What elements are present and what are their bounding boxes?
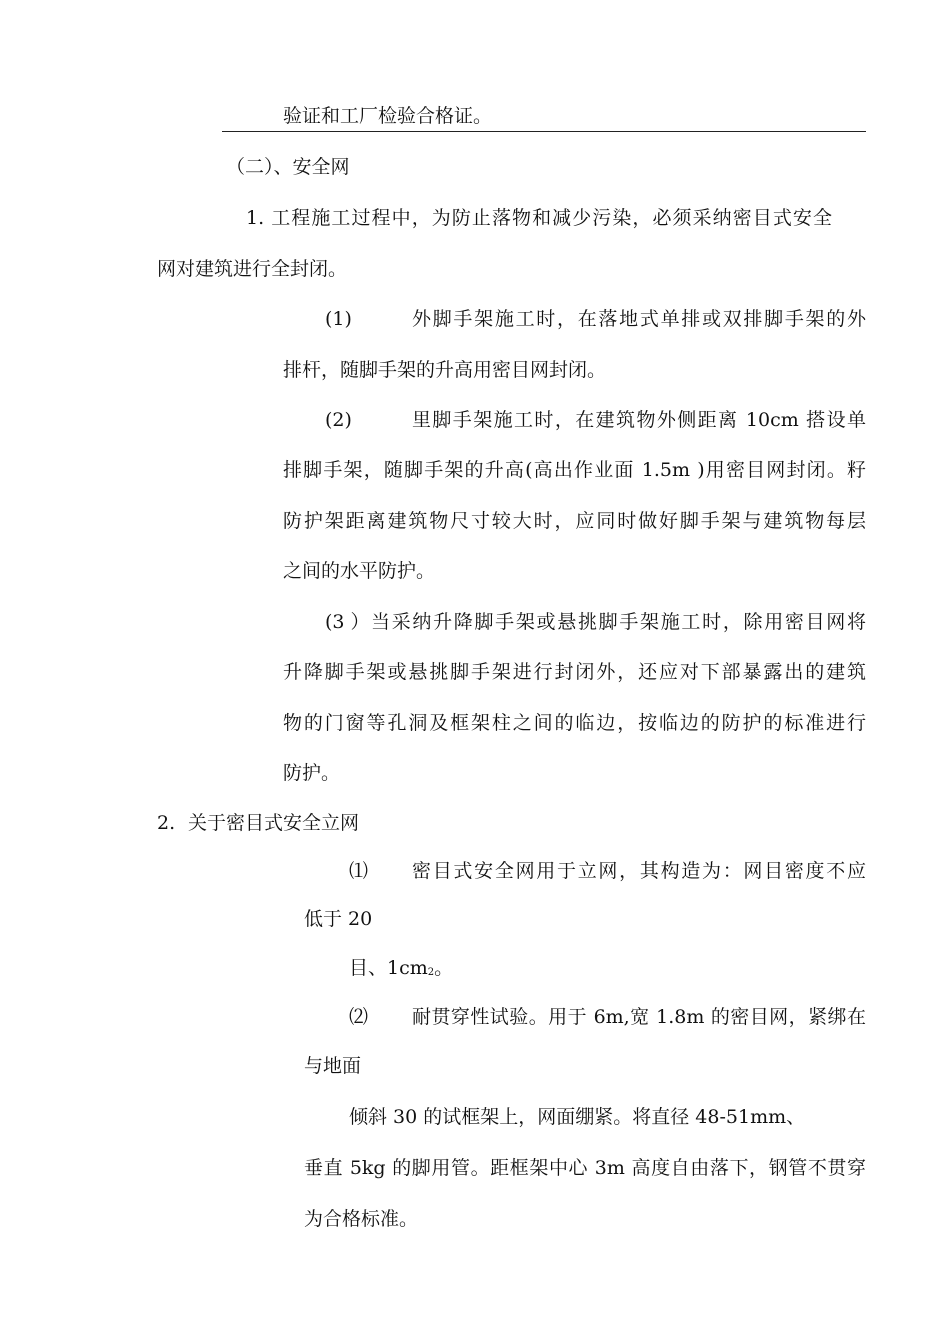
sub2-1-line1: 密目式安全网用于立网，其构造为：网目密度不应: [412, 860, 866, 882]
sub2-1-line3-end: 。: [434, 957, 454, 979]
sub2-marker: (2): [325, 409, 352, 431]
item2-marker: 2.: [157, 812, 176, 834]
section-heading: （二）、安全网: [226, 156, 350, 178]
sub2-1-marker: ⑴: [349, 860, 369, 882]
sub1-marker: (1): [325, 308, 352, 330]
sub1-line1: 外脚手架施工时，在落地式单排或双排脚手架的外: [412, 308, 866, 330]
continued-text-line: 验证和工厂检验合格证。: [283, 105, 493, 127]
sub2-line3: 防护架距离建筑物尺寸较大时，应同时做好脚手架与建筑物每层: [283, 510, 866, 532]
sub2-line4: 之间的水平防护。: [283, 560, 436, 582]
superscript-2: 2: [427, 967, 435, 978]
sub2-2-line3: 倾斜 30 的试框架上，网面绷紧。将直径 48-51mm、: [349, 1106, 806, 1128]
sub2-2-line1: 耐贯穿性试验。用于 6m,宽 1.8m 的密目网，紧绑在: [412, 1006, 866, 1028]
sub3-line1: 当采纳升降脚手架或悬挑脚手架施工时，除用密目网将: [371, 611, 866, 633]
sub3-line3: 物的门窗等孔洞及框架柱之间的临边，按临边的防护的标准进行: [283, 712, 866, 734]
sub2-2-marker: ⑵: [349, 1006, 369, 1028]
sub2-1-line3-main: 目、1cm: [349, 957, 428, 979]
sub2-1-line2: 低于 20: [304, 908, 373, 930]
header-rule: [222, 131, 866, 132]
sub3-marker: (3 ）: [325, 611, 370, 633]
item1-line2: 网对建筑进行全封闭。: [157, 258, 348, 280]
sub3-line4: 防护。: [283, 762, 341, 784]
sub2-2-line5: 为合格标准。: [304, 1208, 419, 1230]
sub2-line1: 里脚手架施工时，在建筑物外侧距离 10cm 搭设单: [412, 409, 866, 431]
sub2-2-line2: 与地面: [304, 1055, 362, 1077]
item2-text: 关于密目式安全立网: [188, 812, 360, 834]
item1-line1: 1. 工程施工过程中，为防止落物和减少污染，必须采纳密目式安全: [246, 207, 832, 229]
sub3-line2: 升降脚手架或悬挑脚手架进行封闭外，还应对下部暴露出的建筑: [283, 661, 866, 683]
sub2-1-line3: [349, 955, 453, 986]
sub2-line2: 排脚手架，随脚手架的升高(高出作业面 1.5m )用密目网封闭。籽: [283, 459, 866, 481]
sub2-2-line4: 垂直 5kg 的脚用管。距框架中心 3m 高度自由落下，钢管不贯穿: [304, 1157, 866, 1179]
sub1-line2: 排杆，随脚手架的升高用密目网封闭。: [283, 359, 607, 381]
